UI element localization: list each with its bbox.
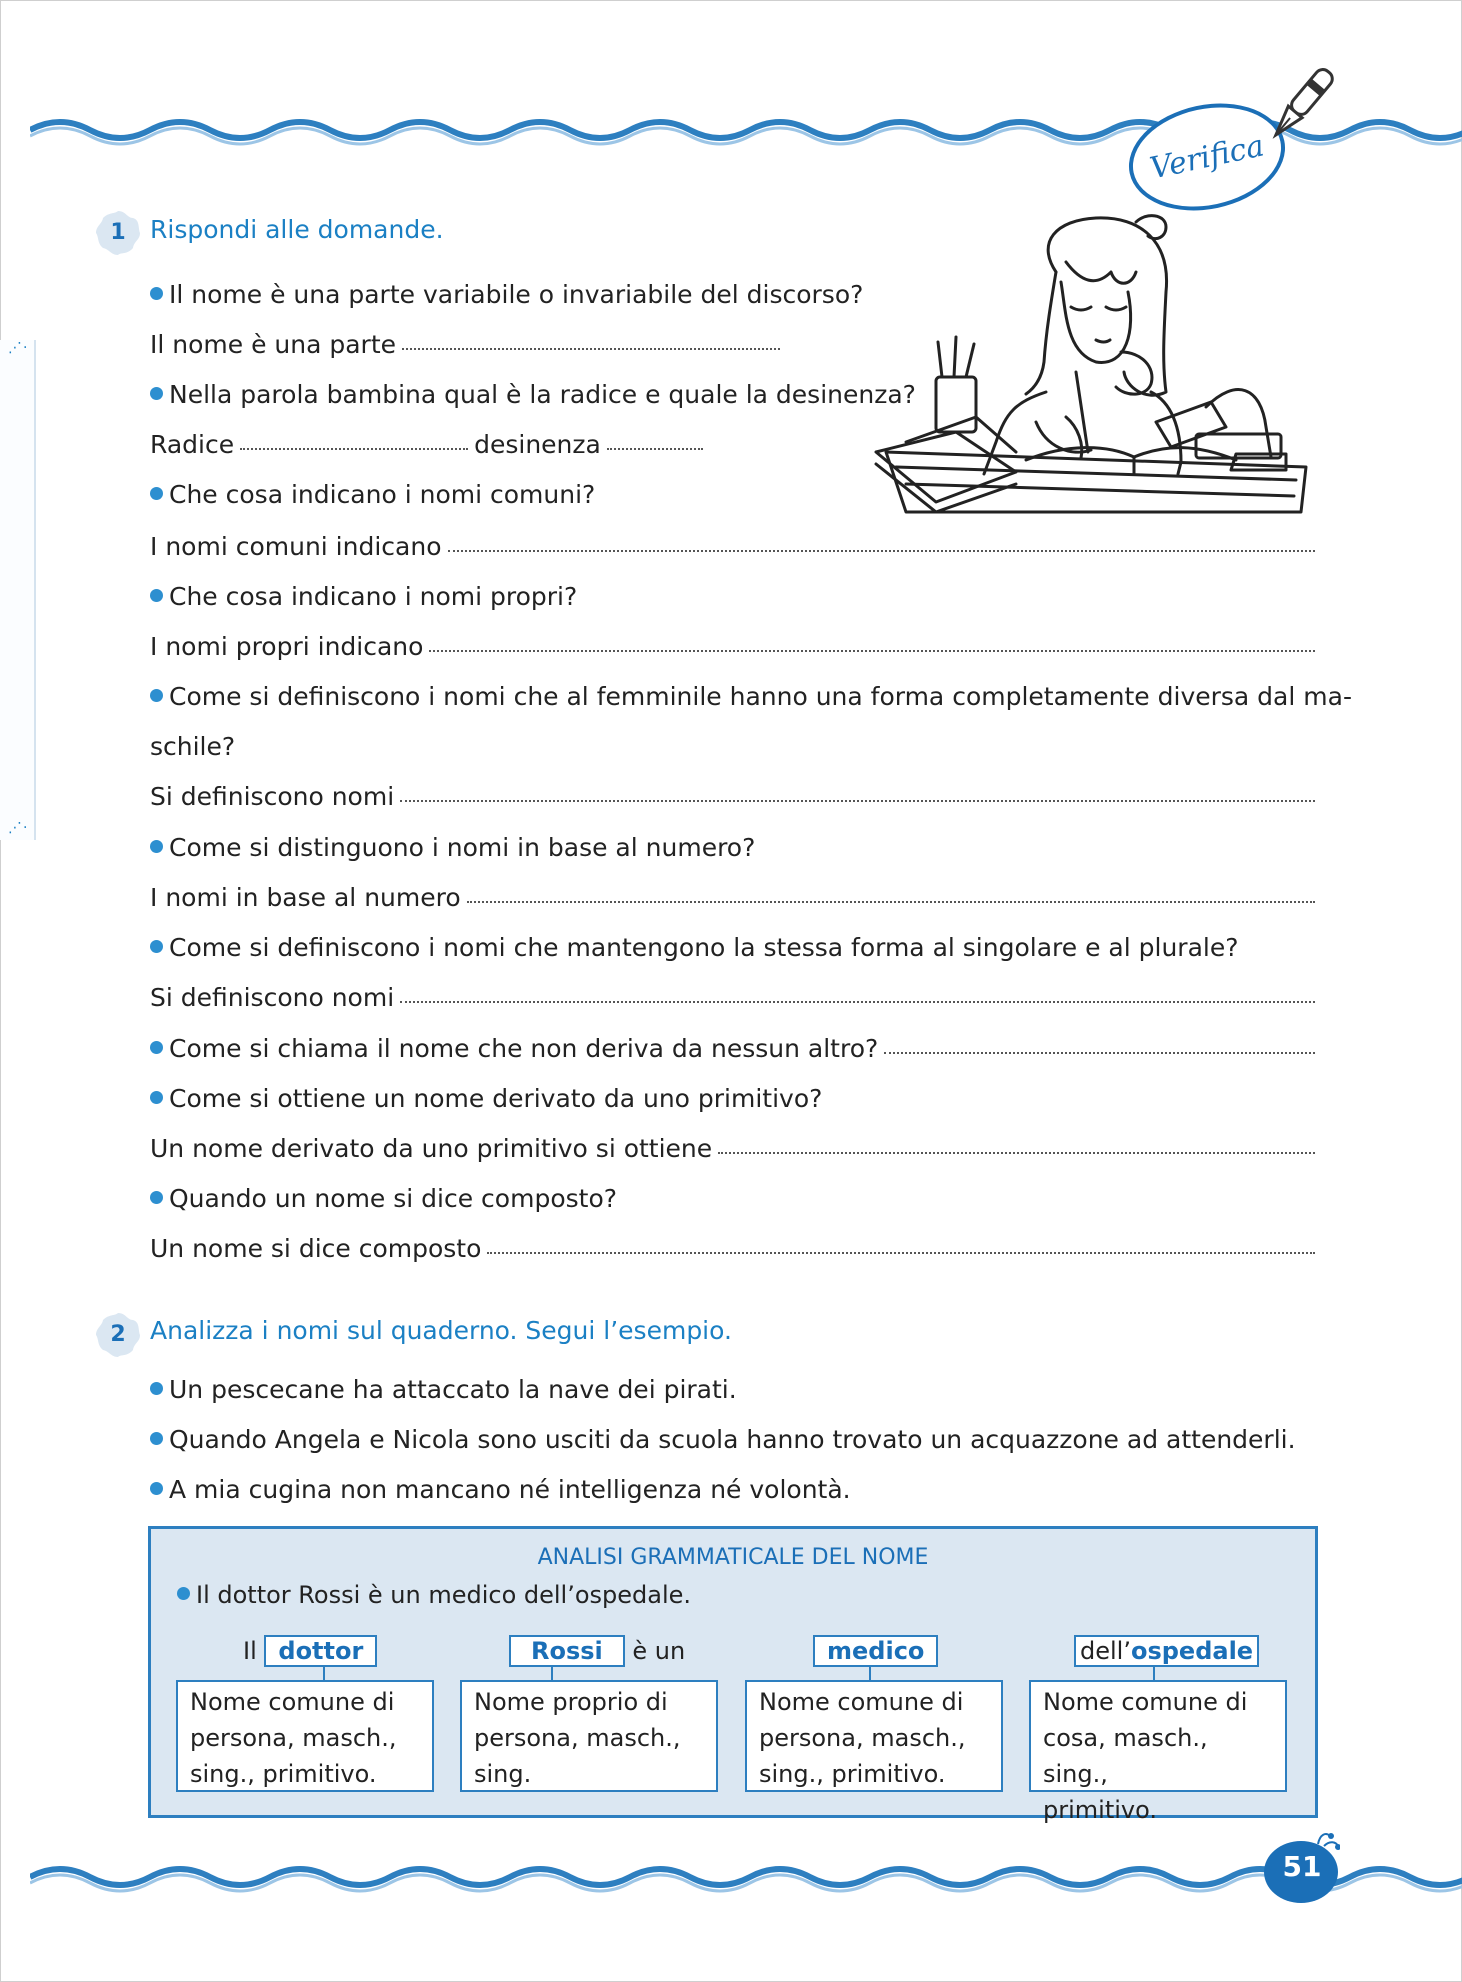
exercise-2-sentence: A mia cugina non mancano né intelligenza né volontà. bbox=[150, 1475, 851, 1504]
exercise-2-number-badge: 2 bbox=[93, 1310, 143, 1360]
example-box-title: ANALISI GRAMMATICALE DEL NOME bbox=[537, 1545, 929, 1570]
line-text: I nomi in base al numero bbox=[150, 883, 461, 912]
line-text: Che cosa indicano i nomi propri? bbox=[169, 582, 578, 611]
bullet-icon bbox=[150, 1432, 163, 1445]
word-ospedale: dell’ospedale bbox=[1074, 1635, 1259, 1667]
question-line bbox=[150, 480, 595, 509]
connector-line bbox=[551, 1667, 553, 1680]
answer-line bbox=[150, 983, 1315, 1012]
example-analysis-box bbox=[148, 1526, 1318, 1824]
line-text: Un nome si dice composto bbox=[150, 1234, 482, 1263]
answer-line bbox=[150, 330, 780, 359]
connector-line bbox=[1153, 1667, 1155, 1680]
question-line bbox=[150, 1084, 822, 1113]
answer-blank[interactable] bbox=[607, 447, 703, 450]
bullet-icon bbox=[150, 1191, 163, 1204]
line-text: Nella parola bambina qual è la radice e quale la desinenza? bbox=[169, 380, 916, 409]
exercise-2-sentence: Un pescecane ha attaccato la nave dei pirati. bbox=[150, 1375, 737, 1404]
exercise-1-number-badge: 1 bbox=[93, 208, 143, 258]
bullet-icon bbox=[150, 840, 163, 853]
bullet-icon bbox=[150, 1091, 163, 1104]
line-text: Come si definiscono i nomi che mantengono la stessa forma al singolare e al plurale? bbox=[169, 933, 1239, 962]
question-line bbox=[150, 280, 863, 309]
question-line bbox=[150, 933, 1238, 962]
line-text: Come si distinguono i nomi in base al numero? bbox=[169, 833, 756, 862]
description-rossi: Nome proprio di persona, masch., sing. bbox=[460, 1680, 718, 1792]
connector-line bbox=[323, 1667, 325, 1680]
line-text: Quando un nome si dice composto? bbox=[169, 1184, 618, 1213]
answer-line bbox=[150, 1134, 1315, 1163]
answer-blank[interactable] bbox=[448, 549, 1316, 552]
bullet-icon bbox=[150, 387, 163, 400]
word-dottor: Il dottor bbox=[243, 1635, 377, 1667]
question-line bbox=[150, 582, 577, 611]
word-medico: medico bbox=[813, 1635, 938, 1667]
answer-blank[interactable] bbox=[487, 1251, 1315, 1254]
line-text: Il nome è una parte variabile o invariabile del discorso? bbox=[169, 280, 864, 309]
line-text: Come si ottiene un nome derivato da uno primitivo? bbox=[169, 1084, 823, 1113]
exercise-2-sentence: Quando Angela e Nicola sono usciti da scuola hanno trovato un acquazzone ad attenderli. bbox=[150, 1425, 1296, 1454]
answer-blank[interactable] bbox=[429, 649, 1315, 652]
line-text: I nomi comuni indicano bbox=[150, 532, 442, 561]
bullet-icon bbox=[150, 940, 163, 953]
question-line bbox=[150, 1034, 1315, 1063]
answer-line bbox=[150, 782, 1315, 811]
answer-line bbox=[150, 1234, 1315, 1263]
girl-studying-illustration bbox=[866, 212, 1316, 524]
question-line bbox=[150, 682, 1352, 711]
line-text: Il nome è una parte bbox=[150, 330, 397, 359]
answer-blank[interactable] bbox=[467, 900, 1315, 903]
line-text: Si definiscono nomi bbox=[150, 782, 395, 811]
line-text: Che cosa indicano i nomi comuni? bbox=[169, 480, 596, 509]
side-dots-bottom: ⋰· bbox=[8, 820, 29, 836]
line-text: schile? bbox=[150, 732, 236, 761]
bullet-icon bbox=[150, 1482, 163, 1495]
verifica-label: Verifica bbox=[1146, 127, 1268, 187]
description-dottor: Nome comune di persona, masch., sing., primitivo. bbox=[176, 1680, 434, 1792]
exercise-1-title: Rispondi alle domande. bbox=[150, 215, 444, 244]
answer-blank[interactable] bbox=[400, 799, 1315, 802]
bottom-wave-border bbox=[30, 1857, 1462, 1897]
answer-blank[interactable] bbox=[402, 347, 780, 350]
answer-line bbox=[150, 632, 1315, 661]
answer-line bbox=[150, 732, 235, 761]
page-number: 51 bbox=[1282, 1850, 1322, 1883]
line-text: Come si definiscono i nomi che al femminile hanno una forma completamente diversa dal ma- bbox=[169, 682, 1352, 711]
fountain-pen-icon bbox=[1262, 60, 1340, 150]
line-text: Come si chiama il nome che non deriva da nessun altro? bbox=[169, 1034, 879, 1063]
exercise-2-title: Analizza i nomi sul quaderno. Segui l’esempio. bbox=[150, 1316, 732, 1345]
example-sentence: Il dottor Rossi è un medico dell’ospedale. bbox=[177, 1581, 691, 1609]
bullet-icon bbox=[150, 1382, 163, 1395]
connector-line bbox=[869, 1667, 871, 1680]
bullet-icon bbox=[150, 487, 163, 500]
answer-blank[interactable] bbox=[718, 1151, 1315, 1154]
bullet-icon bbox=[150, 287, 163, 300]
question-line bbox=[150, 1184, 617, 1213]
answer-line bbox=[150, 430, 703, 459]
question-line bbox=[150, 833, 755, 862]
bullet-icon bbox=[150, 689, 163, 702]
bullet-icon bbox=[177, 1587, 190, 1600]
word-rossi: Rossi è un bbox=[509, 1635, 685, 1667]
answer-line bbox=[150, 532, 1315, 561]
line-text: Radice bbox=[150, 430, 235, 459]
bullet-icon bbox=[150, 1041, 163, 1054]
side-dots-top: ⋰· bbox=[8, 340, 29, 356]
description-medico: Nome comune di persona, masch., sing., primitivo. bbox=[745, 1680, 1003, 1792]
description-ospedale: Nome comune di cosa, masch., sing., primitivo. bbox=[1029, 1680, 1287, 1792]
question-line bbox=[150, 380, 916, 409]
line-text: Un nome derivato da uno primitivo si ottiene bbox=[150, 1134, 713, 1163]
line-text: Si definiscono nomi bbox=[150, 983, 395, 1012]
bullet-icon bbox=[150, 589, 163, 602]
answer-blank[interactable] bbox=[240, 447, 468, 450]
answer-blank[interactable] bbox=[400, 1000, 1315, 1003]
answer-line bbox=[150, 883, 1315, 912]
line-text: I nomi propri indicano bbox=[150, 632, 424, 661]
answer-blank[interactable] bbox=[884, 1051, 1315, 1054]
side-margin-tab bbox=[0, 340, 36, 840]
line-text: desinenza bbox=[474, 430, 601, 459]
